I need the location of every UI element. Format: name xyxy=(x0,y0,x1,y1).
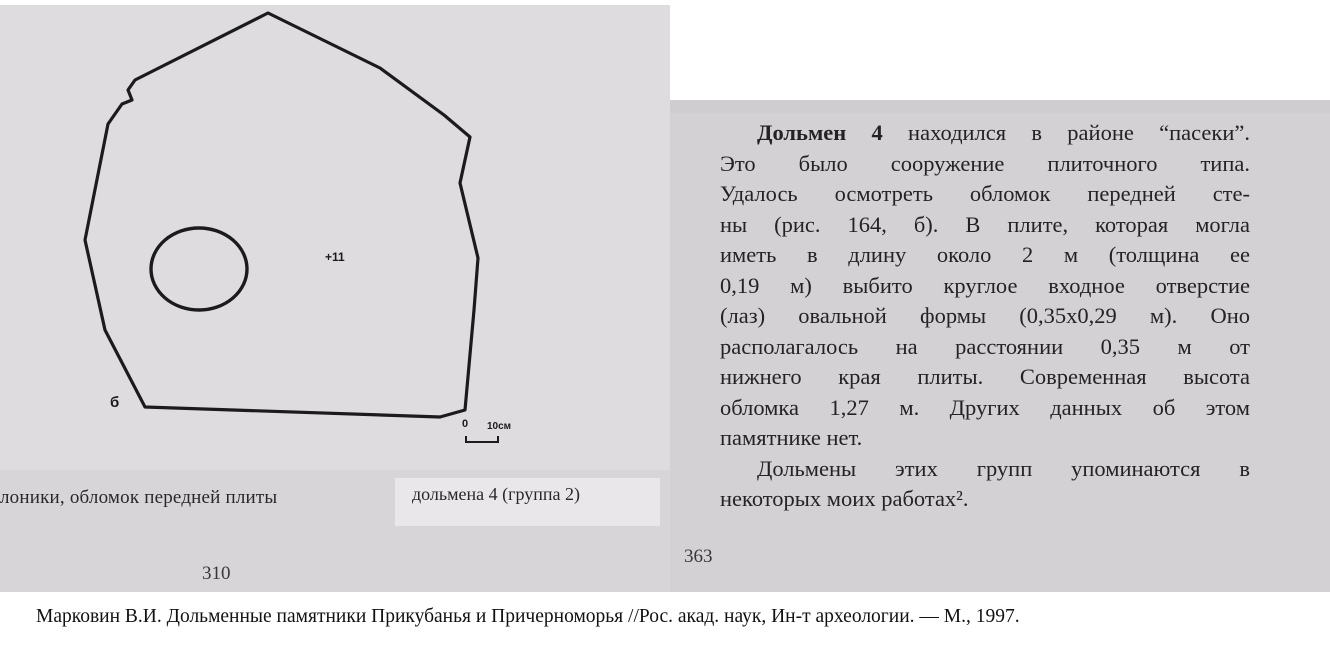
text-line-4: ны (рис. 164, б). В плите, которая могла xyxy=(720,211,1250,237)
text-line-2: Это было сооружение плиточного типа. xyxy=(720,150,1250,176)
text-line-12: Дольмены этих групп упоминаются в xyxy=(757,455,1250,481)
text-line-13: некоторых моих работах². xyxy=(720,486,969,511)
text-line-8: располагалось на расстоянии 0,35 м от xyxy=(720,333,1250,359)
page-number-left: 310 xyxy=(202,563,231,584)
scale-zero-label: 0 xyxy=(462,418,469,430)
dolmen-slab-drawing xyxy=(60,10,540,460)
scale-length-label: 10см xyxy=(487,421,512,432)
entrance-hole xyxy=(151,228,247,310)
figure-caption-left: лоники, обломок передней плиты xyxy=(0,487,278,508)
text-line-3: Удалось осмотреть обломок передней сте- xyxy=(720,181,1250,206)
dolmen-title: Дольмен 4 xyxy=(757,120,883,145)
slab-outline xyxy=(85,13,478,417)
figure-letter: б xyxy=(110,394,120,411)
text-line-1: Дольмен 4 находился в районе “пасеки”. xyxy=(757,120,1250,145)
text-line-11: памятнике нет. xyxy=(720,425,863,450)
slab-mark: +11 xyxy=(325,250,345,264)
figure-caption-right: дольмена 4 (группа 2) xyxy=(412,484,581,504)
source-citation: Марковин В.И. Дольменные памятники Прикубанья и Причерноморья //Рос. акад. наук, Ин-т археологии. — М., 1997. xyxy=(36,606,1020,627)
text-line-10: обломка 1,27 м. Других данных об этом xyxy=(720,394,1250,420)
scan-right-strip xyxy=(670,100,1330,114)
scale-bar xyxy=(465,436,499,444)
text-line-5: иметь в длину около 2 м (толщина ее xyxy=(720,242,1250,267)
article-text xyxy=(720,118,1250,515)
page-number-right: 363 xyxy=(684,546,713,567)
text-line-6: 0,19 м) выбито круглое входное отверстие xyxy=(720,272,1250,298)
text-line-7: (лаз) овальной формы (0,35х0,29 м). Оно xyxy=(720,303,1250,328)
text-line-9: нижнего края плиты. Современная высота xyxy=(720,364,1250,389)
